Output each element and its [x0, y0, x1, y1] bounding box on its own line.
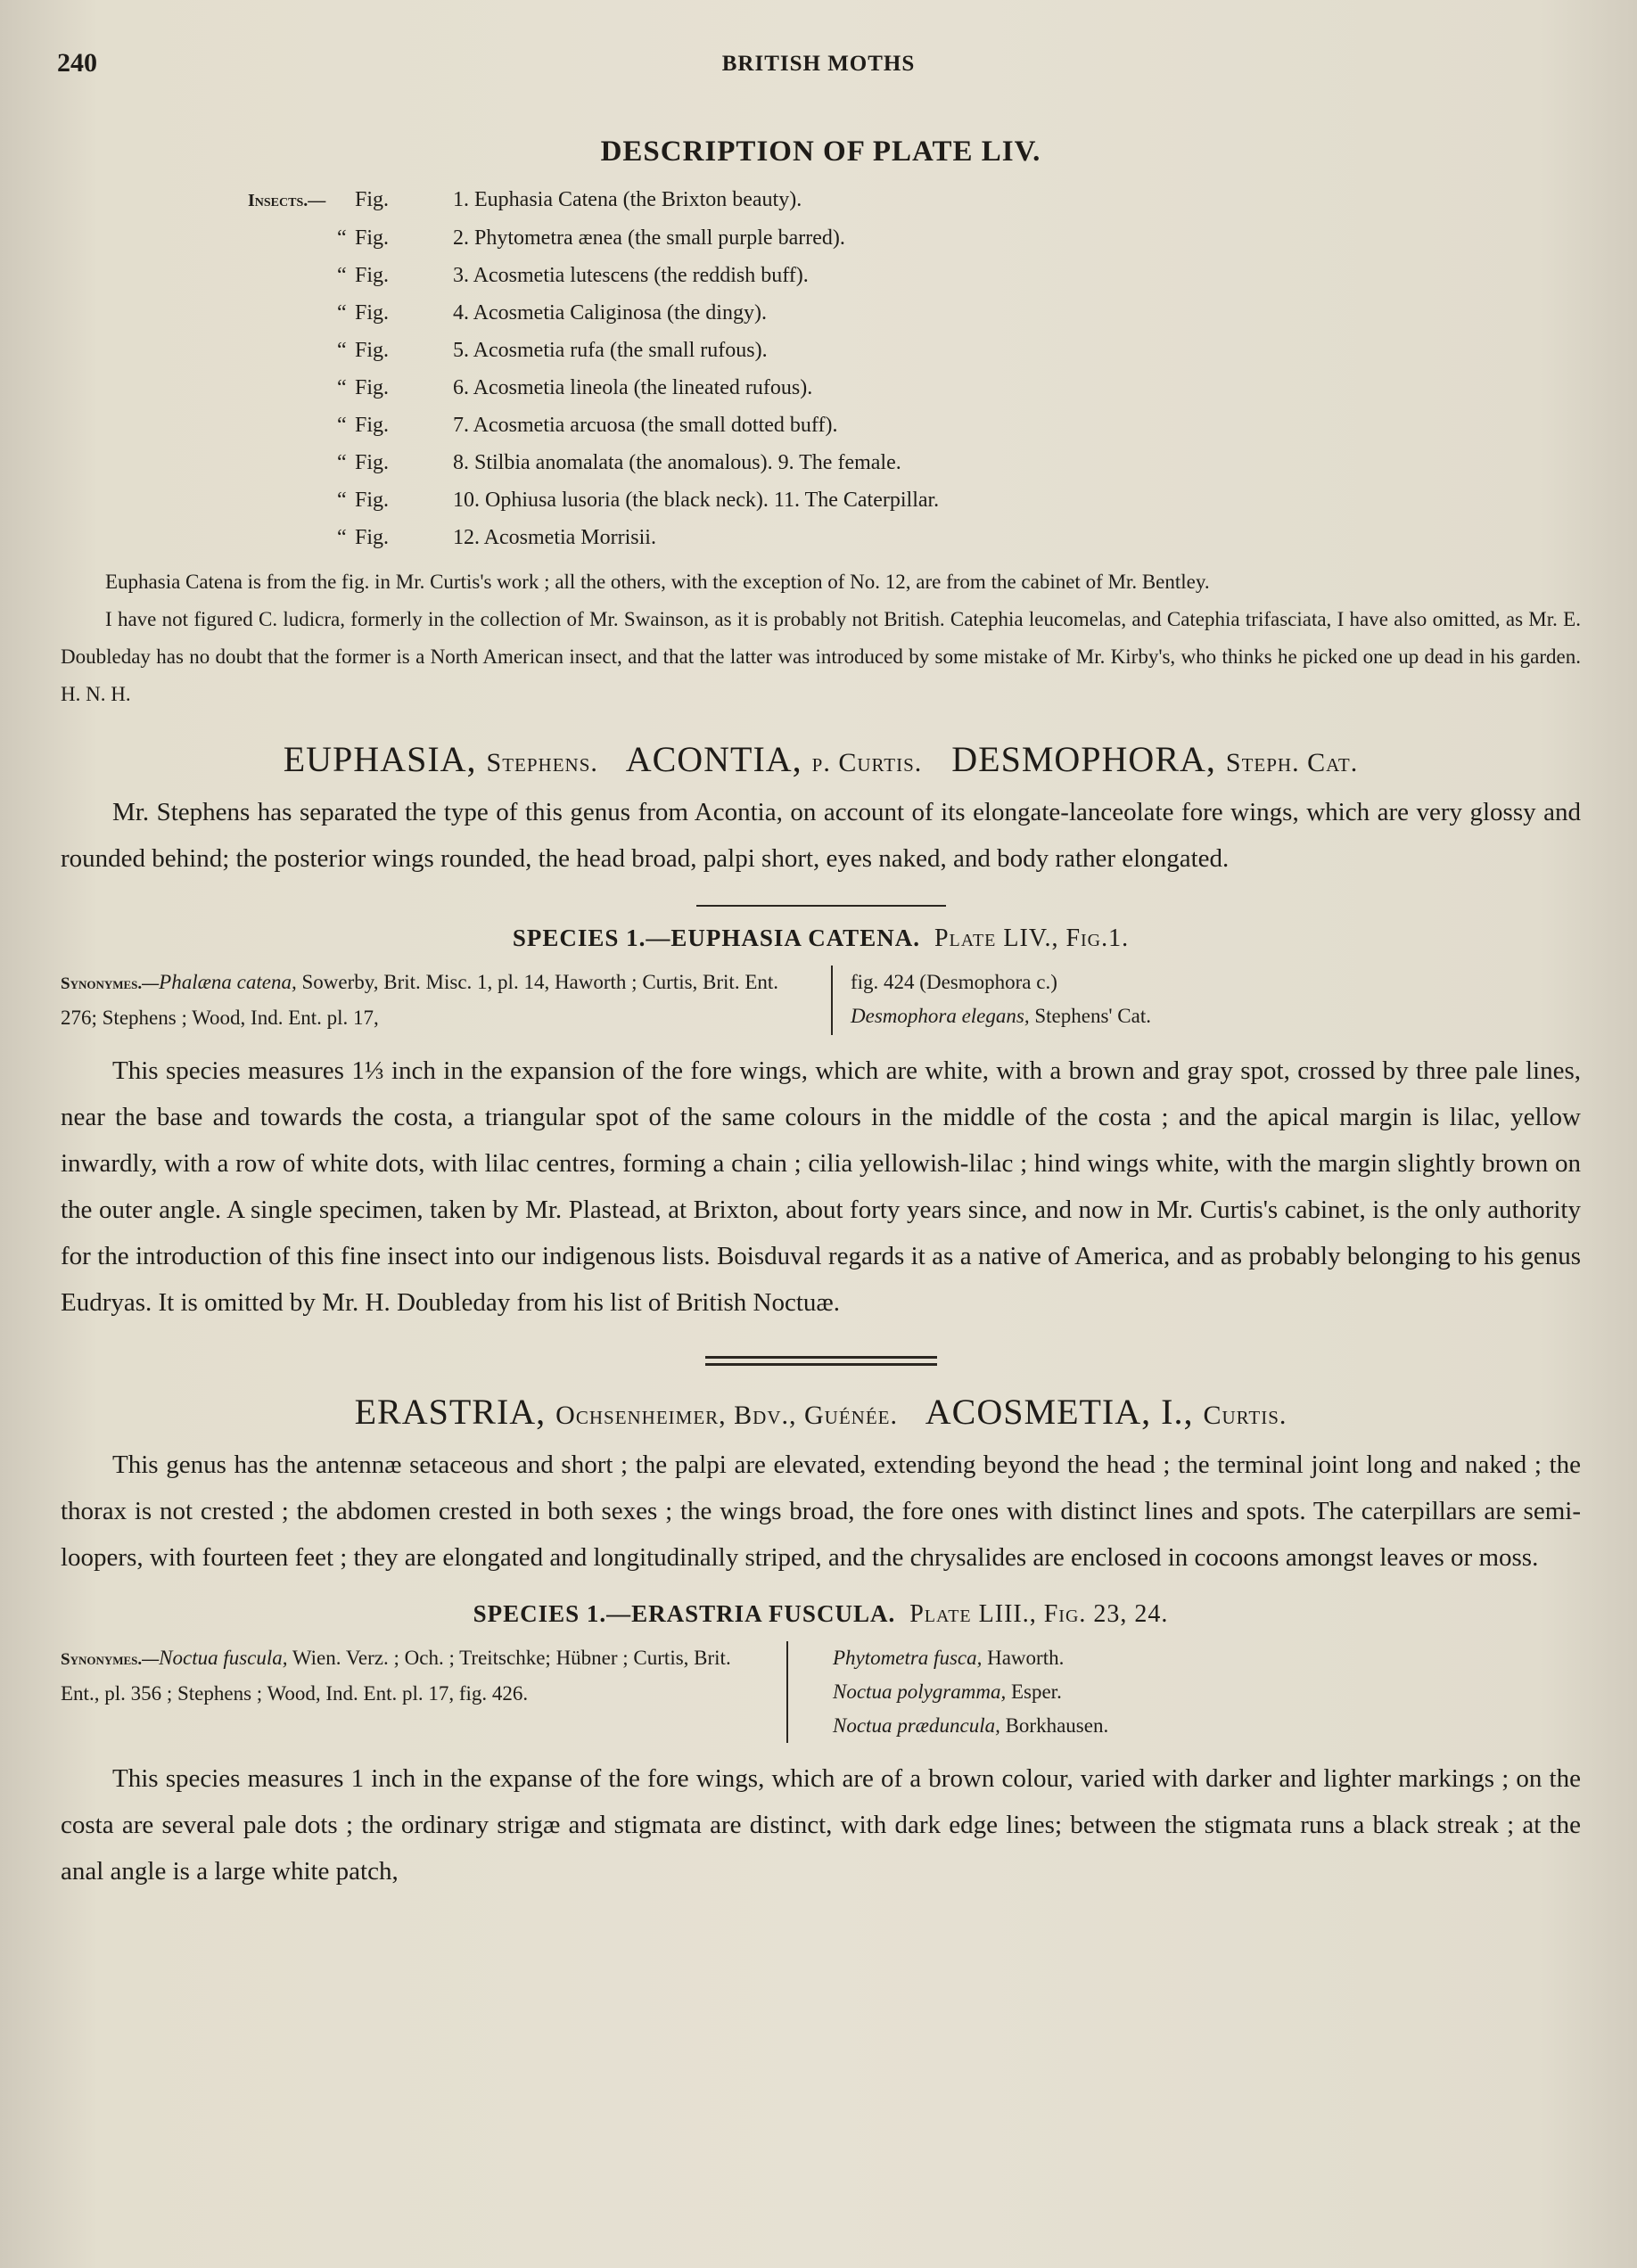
plate-entry [248, 257, 1581, 294]
fig-caption: 4. Acosmetia Caliginosa (the dingy). [453, 301, 767, 325]
genus-description: This genus has the antennæ setaceous and short ; the palpi are elevated, extending beyond the head ; the terminal joint long and naked ; the thorax is not crested ; the abdomen crested in both sexes ; the wings broad, the fore ones with distinct lines and spots. The caterpillars are semi-loopers, with fourteen feet ; they are elongated and longitudinally striped, and the chrysalides are enclosed in cocoons amongst leaves or moss. [61, 1450, 1581, 1572]
genus-description: Mr. Stephens has separated the type of this genus from Acontia, on account of its elongate-lanceolate fore wings, which are very glossy and rounded behind; the posterior wings rounded, the head broad, palpi short, eyes naked, and body rather elongated. [61, 798, 1581, 873]
genus-authority: p. Curtis. [811, 748, 923, 777]
plate-figure-list [61, 181, 1581, 556]
ditto-mark: “ [337, 451, 347, 474]
plate-entry [248, 519, 1581, 556]
fig-label: Fig. [355, 376, 390, 399]
ditto-mark: “ [337, 376, 347, 399]
fig-caption: 8. Stilbia anomalata (the anomalous). 9. The female. [453, 451, 901, 474]
synonym-refs: Esper. [1006, 1680, 1062, 1703]
synonyms-block [61, 966, 1581, 1035]
ditto-mark: “ [337, 301, 347, 325]
ditto-mark: “ [337, 264, 347, 287]
species-description: This species measures 1⅓ inch in the expansion of the fore wings, which are white, with a brown and gray spot, crossed by three pale lines, near the base and towards the costa, a triangular spot of the same colours in the middle of the costa ; and the apical margin is lilac, yellow inwardly, with a row of white dots, with lilac centres, forming a chain ; cilia yellowish-lilac ; hind wings white, with the margin slightly brown on the outer angle. A single specimen, taken by Mr. Plastead, at Brixton, about forty years since, and now in Mr. Curtis's cabinet, is the only authority for the introduction of this fine insect into our indigenous lists. Boisduval regards it as a native of America, and as probably belonging to his genus Eudryas. It is omitted by Mr. H. Doubleday from his list of British Noctuæ. [61, 1056, 1581, 1317]
ditto-mark: “ [337, 489, 347, 512]
synonym-refs: Borkhausen. [999, 1714, 1109, 1737]
section-double-rule [705, 1356, 937, 1366]
genus-authority: Steph. Cat. [1225, 748, 1359, 777]
synonym-name: Noctua præduncula, [833, 1714, 1000, 1737]
synonyms-right [833, 966, 1164, 1035]
fig-caption: 7. Acosmetia arcuosa (the small dotted buff). [453, 414, 838, 437]
species-title: SPECIES 1.—EUPHASIA CATENA. [512, 924, 920, 951]
synonyms-left [61, 966, 833, 1035]
synonyms-left [61, 1641, 788, 1743]
plate-entry [248, 369, 1581, 407]
fig-label: Fig. [355, 489, 390, 512]
fig-label: Fig. [355, 188, 390, 211]
fig-caption: 1. Euphasia Catena (the Brixton beauty). [453, 188, 802, 211]
plate-description-heading: DESCRIPTION OF PLATE LIV. [600, 136, 1041, 168]
page-content [61, 125, 1581, 1894]
plate-entry [248, 219, 1581, 257]
insects-label: Insects.— [248, 191, 326, 210]
genus-authority: Stephens. [486, 748, 598, 777]
synonyms-block [61, 1641, 1581, 1743]
fig-caption: 5. Acosmetia rufa (the small rufous). [453, 339, 768, 362]
species-description: This species measures 1 inch in the expanse of the fore wings, which are of a brown colour, varied with darker and lighter markings ; on the costa are several pale dots ; the ordinary strigæ and stigmata are distinct, with dark edge lines; between the stigmata runs a black streak ; at the anal angle is a large white patch, [61, 1764, 1581, 1886]
fig-label: Fig. [355, 339, 390, 362]
fig-label: Fig. [355, 414, 390, 437]
fig-label: Fig. [355, 264, 390, 287]
genus-authority: Curtis. [1203, 1401, 1287, 1430]
plate-entry [248, 444, 1581, 481]
genus-heading-euphasia [61, 738, 1581, 780]
species-title: SPECIES 1.—ERASTRIA FUSCULA. [473, 1600, 896, 1627]
plate-entry [248, 481, 1581, 519]
plate-reference: Plate LIII., Fig. 23, 24. [909, 1600, 1169, 1628]
plate-entry [248, 181, 1581, 219]
ditto-mark: “ [337, 226, 347, 250]
synonym-name: Noctua fuscula, [159, 1647, 288, 1669]
fig-caption: 6. Acosmetia lineola (the lineated rufous). [453, 376, 813, 399]
fig-caption: 2. Phytometra ænea (the small purple barred). [453, 226, 845, 250]
fig-label: Fig. [355, 301, 390, 325]
synonym-refs: Stephens' Cat. [1029, 1005, 1151, 1027]
fig-caption: 3. Acosmetia lutescens (the reddish buff). [453, 264, 809, 287]
page-number: 240 [57, 48, 97, 78]
synonym-refs: Sowerby, Brit. Misc. 1, pl. 14, Haworth ; Curtis, Brit. Ent. 276; Stephens ; Wood, Ind. Ent. pl. 17, [61, 971, 779, 1029]
fig-caption: 12. Acosmetia Morrisii. [453, 526, 656, 549]
plate-entry [248, 294, 1581, 332]
genus-name: ACOSMETIA, I., [925, 1392, 1194, 1432]
genus-authority: Ochsenheimer, Bdv., Guénée. [555, 1401, 898, 1430]
fig-label: Fig. [355, 526, 390, 549]
genus-name: EUPHASIA, [283, 739, 477, 779]
running-title: BRITISH MOTHS [721, 52, 916, 76]
ditto-mark: “ [337, 526, 347, 549]
fig-label: Fig. [355, 451, 390, 474]
synonyms-label: Synonymes.— [61, 1650, 160, 1669]
genus-name: ACONTIA, [625, 739, 802, 779]
synonym-name: Noctua polygramma, [833, 1680, 1007, 1703]
fig-caption: 10. Ophiusa lusoria (the black neck). 11. The Caterpillar. [453, 489, 940, 512]
genus-name: DESMOPHORA, [951, 739, 1216, 779]
synonym-refs: Haworth. [982, 1647, 1065, 1669]
synonym-name: Desmophora elegans, [851, 1005, 1030, 1027]
synonym-refs: fig. 424 (Desmophora c.) [851, 971, 1057, 993]
ditto-mark: “ [337, 414, 347, 437]
synonyms-label: Synonymes.— [61, 974, 160, 993]
synonym-name: Phytometra fusca, [833, 1647, 983, 1669]
plate-entry [248, 407, 1581, 444]
ditto-mark: “ [337, 339, 347, 362]
section-divider [696, 905, 946, 907]
plate-note-omissions: I have not figured C. ludicra, formerly in the collection of Mr. Swainson, as it is probably not British. Catephia leucomelas, and Catephia trifasciata, I have also omitted, as Mr. E. Doubleday has no doubt that the former is a North American insect, and that the latter was introduced by some mistake of Mr. Kirby's, who thinks he picked one up dead in his garden. H. N. H. [61, 608, 1581, 705]
fig-label: Fig. [355, 226, 390, 250]
synonym-name: Phalæna catena, [159, 971, 297, 993]
genus-heading-erastria [61, 1391, 1581, 1433]
species-heading-euphasia-catena [61, 924, 1581, 953]
running-head [57, 48, 1580, 84]
genus-name: ERASTRIA, [354, 1392, 547, 1432]
plate-entry [248, 332, 1581, 369]
synonyms-right [788, 1641, 1121, 1743]
plate-note-source: Euphasia Catena is from the fig. in Mr. Curtis's work ; all the others, with the exception of No. 12, are from the cabinet of Mr. Bentley. [105, 571, 1210, 593]
species-heading-erastria-fuscula [61, 1600, 1581, 1629]
plate-reference: Plate LIV., Fig.1. [934, 924, 1130, 952]
synonym-refs: Wien. Verz. ; Och. ; Treitschke; Hübner ; Curtis, Brit. Ent., pl. 356 ; Stephens ; Wood, Ind. Ent. pl. 17, fig. 426. [61, 1647, 731, 1705]
